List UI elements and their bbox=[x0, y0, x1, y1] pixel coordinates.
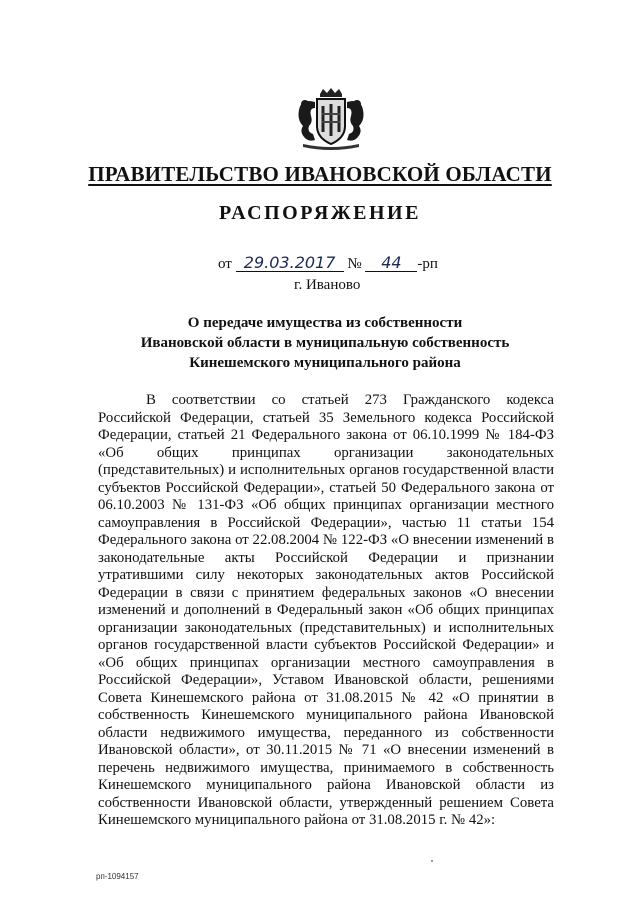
document-subject bbox=[60, 313, 590, 373]
handwritten-number: 44 bbox=[365, 255, 417, 272]
document-type: РАСПОРЯЖЕНИЕ bbox=[219, 202, 421, 224]
subject-line: Ивановской области в муниципальную собственность bbox=[140, 335, 510, 351]
coat-of-arms-icon bbox=[293, 88, 369, 150]
number-prefix: № bbox=[347, 256, 362, 272]
date-prefix: от bbox=[218, 256, 232, 272]
subject-line: Кинешемского муниципального района bbox=[189, 355, 461, 371]
place-of-issue: г. Иваново bbox=[294, 277, 361, 293]
org-title: ПРАВИТЕЛЬСТВО ИВАНОВСКОЙ ОБЛАСТИ bbox=[88, 162, 552, 186]
body-paragraph: В соответствии со статьей 273 Гражданского кодекса Российской Федерации, статьей 35 Земельного кодекса Российской Федерации, статьей 21 Федерального закона от 06.10.1999 № 184-ФЗ «Об общих принципах организации законодательных (представительных) и исполнительных органов государственной власти субъектов Российской Федерации», статьей 50 Федерального закона от 06.10.2003 № 131-ФЗ «Об общих принципах организации местного самоуправления в Российской Федерации», частью 11 статьи 154 Федерального закона от 22.08.2004 № 122-ФЗ «О внесении изменений в законодательные акты Российской Федерации и признании утратившими силу некоторых законодательных актов Российской Федерации в связи с принятием федеральных законов «О внесении изменений и дополнений в Федеральный закон «Об общих принципах организации законодательных (представительных) и исполнительных органов государственной власти субъектов Российской Федерации» и «Об общих принципах организации местного самоуправления в Российской Федерации», Уставом Ивановской области, решениями Совета Кинешемского района от 31.08.2015 № 42 «О принятии в собственность Кинешемского муниципального района Ивановской области недвижимого имущества, переданного из собственности Ивановской области», от 30.11.2015 № 71 «О внесении изменений в перечень недвижимого имущества, принимаемого в собственность Кинешемского муниципального района Ивановской области из собственности Ивановской области, утвержденный решением Совета Кинешемского муниципального района от 31.08.2015 г. № 42»: bbox=[98, 392, 554, 828]
footer-code: рп-1094157 bbox=[96, 872, 139, 881]
number-suffix: -рп bbox=[417, 256, 438, 272]
handwritten-date: 29.03.2017 bbox=[236, 255, 344, 272]
subject-line: О передаче имущества из собственности bbox=[187, 315, 463, 331]
registration-line bbox=[218, 255, 438, 273]
scan-speck bbox=[431, 860, 433, 862]
